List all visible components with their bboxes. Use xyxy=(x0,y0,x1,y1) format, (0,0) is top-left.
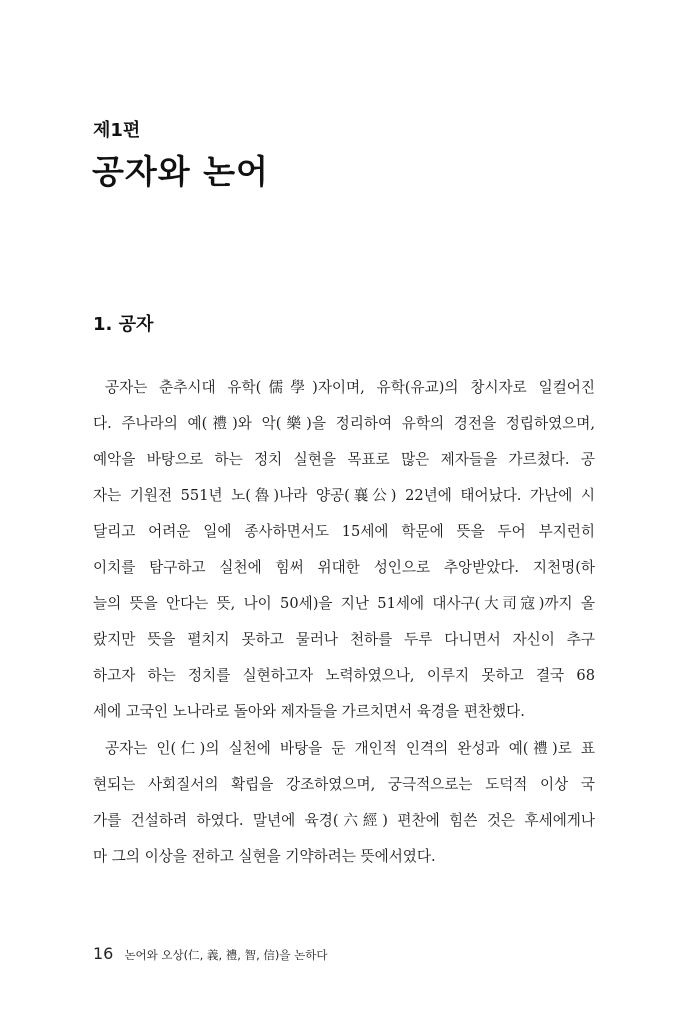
part-label: 제1편 xyxy=(93,120,141,141)
paragraph-line: 자는 기원전 551년 노(魯)나라 양공(襄公) 22년에 태어났다. 가난에 시 xyxy=(93,487,595,504)
paragraph-line: 늘의 뜻을 안다는 뜻, 나이 50세)을 지난 51세에 대사구(大司寇)까지 올 xyxy=(93,595,595,612)
paragraph-line: 예악을 바탕으로 하는 정치 실현을 목표로 많은 제자들을 가르쳤다. 공 xyxy=(93,451,595,468)
section-heading: 1. 공자 xyxy=(93,314,154,335)
paragraph-line: 가를 건설하려 하였다. 말년에 육경(六經) 편찬에 힘쓴 것은 후세에게나 xyxy=(93,812,595,829)
paragraph-line: 랐지만 뜻을 펼치지 못하고 물러나 천하를 두루 다니면서 자신이 추구 xyxy=(93,631,595,648)
body-paragraph xyxy=(93,370,595,730)
running-title: 논어와 오상(仁, 義, 禮, 智, 信)을 논하다 xyxy=(124,948,328,962)
part-title: 공자와 논어 xyxy=(92,152,269,191)
paragraph-line: 세에 고국인 노나라로 돌아와 제자들을 가르치면서 육경을 편찬했다. xyxy=(93,703,525,720)
paragraph-line: 마 그의 이상을 전하고 실현을 기약하려는 뜻에서였다. xyxy=(93,848,436,865)
page-footer xyxy=(93,944,327,963)
paragraph-line: 이치를 탐구하고 실천에 힘써 위대한 성인으로 추앙받았다. 지천명(하 xyxy=(93,559,595,576)
paragraph-line: 공자는 춘추시대 유학(儒學)자이며, 유학(유교)의 창시자로 일컬어진 xyxy=(105,379,595,396)
paragraph-line: 현되는 사회질서의 확립을 강조하였으며, 궁극적으로는 도덕적 이상 국 xyxy=(93,776,595,793)
paragraph-line: 다. 주나라의 예(禮)와 악(樂)을 정리하여 유학의 경전을 정립하였으며, xyxy=(93,415,595,432)
body-paragraph xyxy=(93,731,595,875)
paragraph-line: 달리고 어려운 일에 종사하면서도 15세에 학문에 뜻을 두어 부지런히 xyxy=(93,523,595,540)
paragraph-line: 공자는 인(仁)의 실천에 바탕을 둔 개인적 인격의 완성과 예(禮)로 표 xyxy=(105,740,595,757)
paragraph-line: 하고자 하는 정치를 실현하고자 노력하였으나, 이루지 못하고 결국 68 xyxy=(93,667,595,684)
page-number: 16 xyxy=(93,944,114,963)
